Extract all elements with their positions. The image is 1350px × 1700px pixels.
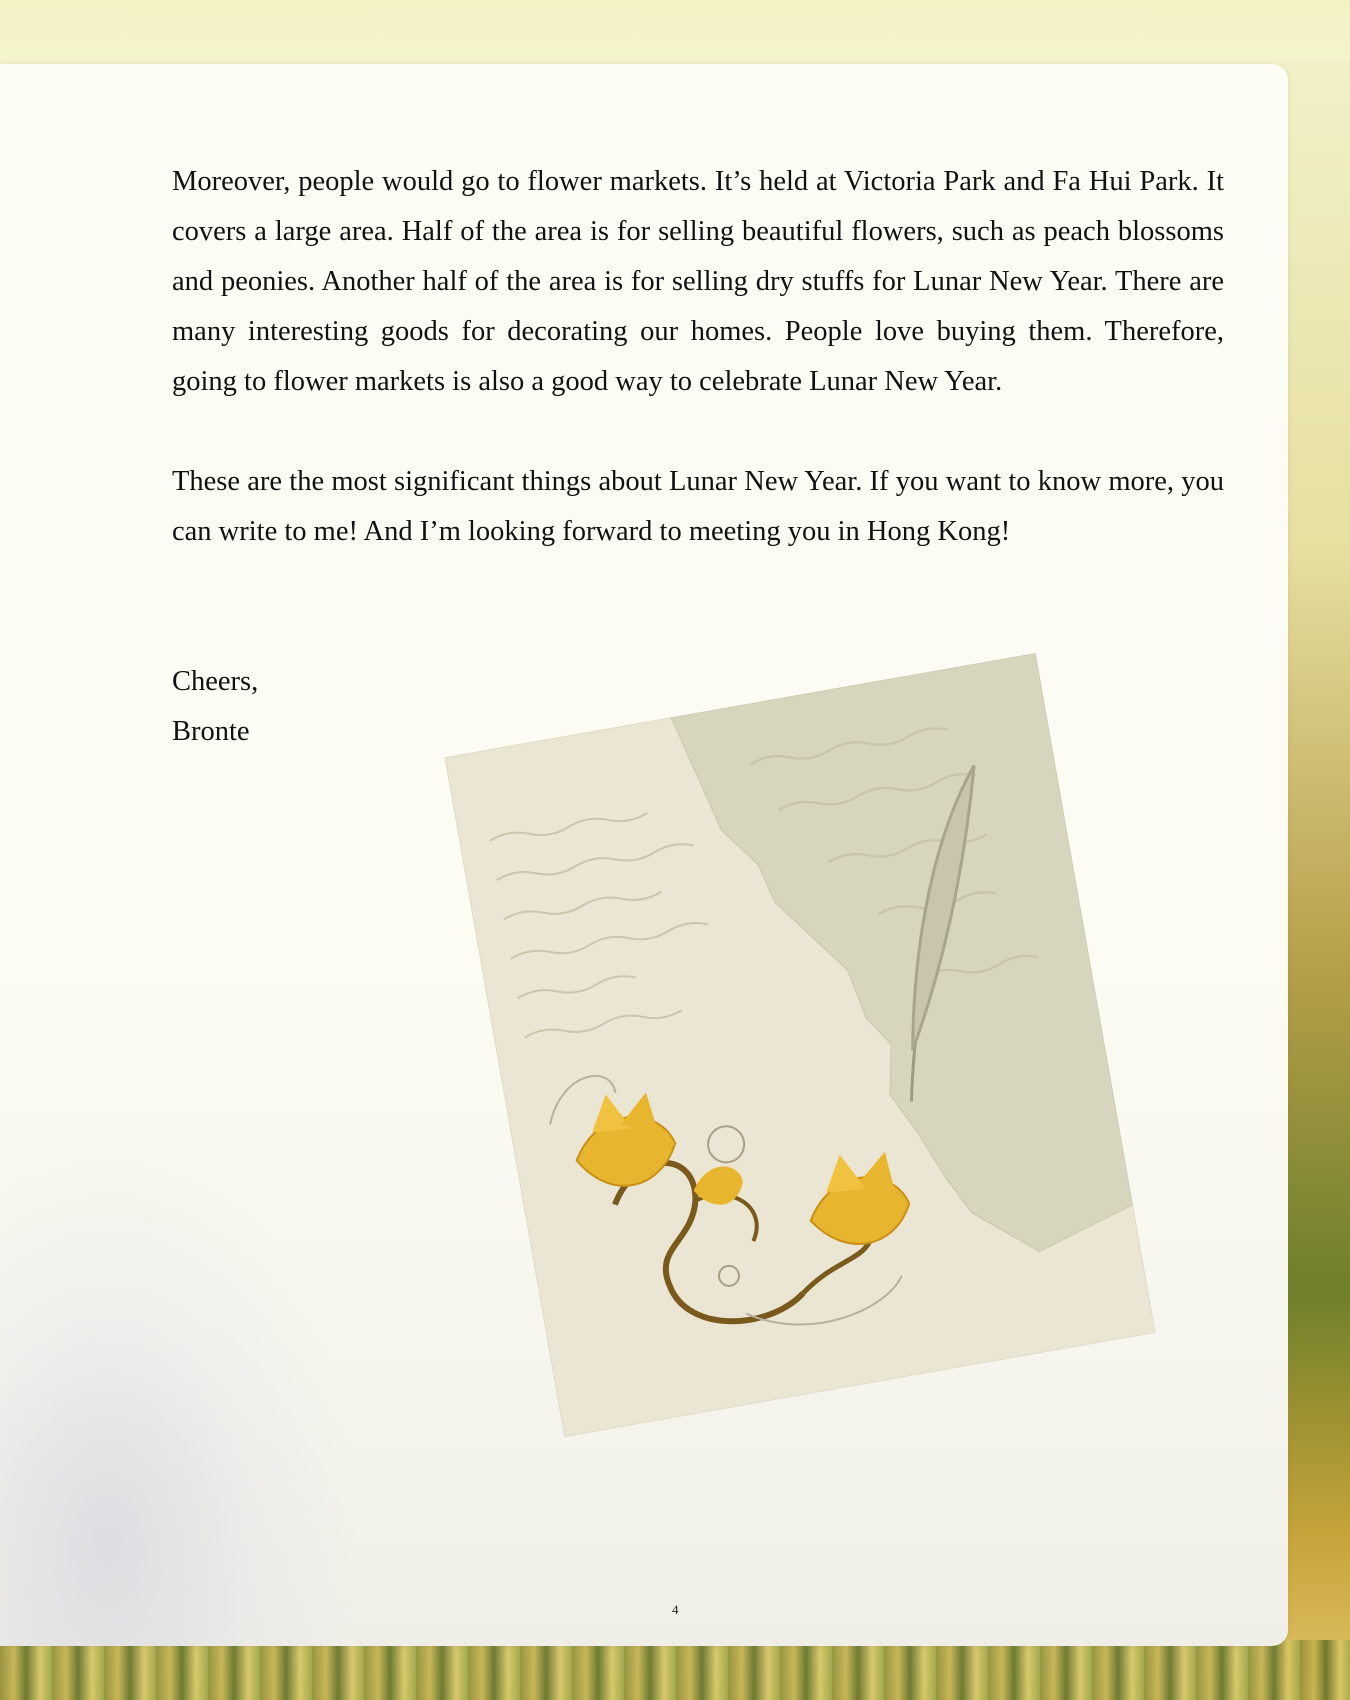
background-wheat-right bbox=[1280, 60, 1350, 1700]
letter-paragraph-2: These are the most significant things about Lunar New Year. If you want to know more, you can write to me! And I’m looking forward to meeting you in Hong Kong! bbox=[172, 466, 1224, 547]
background-wheat-bottom bbox=[0, 1640, 1350, 1700]
letter-closing: Cheers, bbox=[172, 666, 259, 697]
letter-paragraph-1: Moreover, people would go to flower markets. It’s held at Victoria Park and Fa Hui Park. It covers a large area. Half of the area is for selling beautiful flowers, such as peach blossoms and peonies. Another half of the area is for selling dry stuffs for Lunar New Year. There are many interesting goods for decorating our homes. People love buying them. Therefore, going to flower markets is also a good way to celebrate Lunar New Year. bbox=[172, 166, 1224, 397]
letter-signature: Bronte bbox=[172, 716, 250, 747]
letter-body bbox=[172, 157, 1224, 607]
background-wheat-faded bbox=[0, 1126, 360, 1646]
vintage-letter-quill-flowers-illustration bbox=[445, 653, 1156, 1437]
letter-signoff bbox=[172, 657, 258, 757]
page-number: 4 bbox=[672, 1602, 679, 1617]
